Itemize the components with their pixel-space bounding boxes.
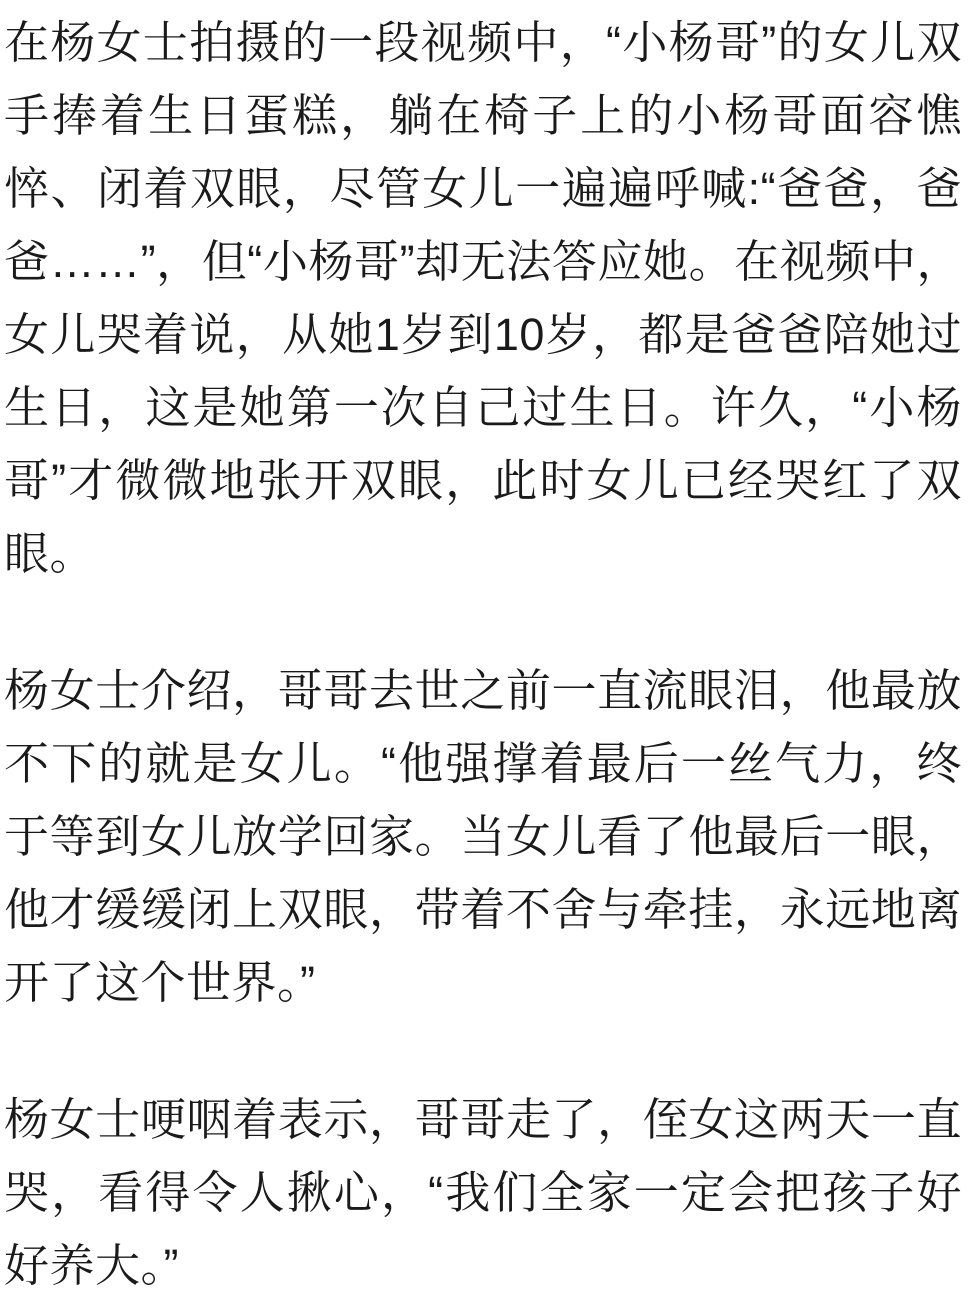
article-paragraph-3: 杨女士哽咽着表示，哥哥走了，侄女这两天一直哭，看得令人揪心，“我们全家一定会把孩子好好养大。” bbox=[4, 1094, 962, 1291]
article-paragraph-1: 在杨女士拍摄的一段视频中，“小杨哥”的女儿双手捧着生日蛋糕，躺在椅子上的小杨哥面容憔悴、闭着双眼，尽管女儿一遍遍呼喊:“爸爸，爸爸……”，但“小杨哥”却无法答应她。在视频中，女儿哭着说，从她1岁到10岁，都是爸爸陪她过生日，这是她第一次自己过生日。许久，“小杨哥”才微微地张开双眼，此时女儿已经哭红了双眼。 bbox=[4, 17, 962, 579]
article-paragraph-2: 杨女士介绍，哥哥去世之前一直流眼泪，他最放不下的就是女儿。“他强撑着最后一丝气力，终于等到女儿放学回家。当女儿看了他最后一眼，他才缓缓闭上双眼，带着不舍与牵挂，永远地离开了这个世界。” bbox=[4, 665, 962, 1008]
